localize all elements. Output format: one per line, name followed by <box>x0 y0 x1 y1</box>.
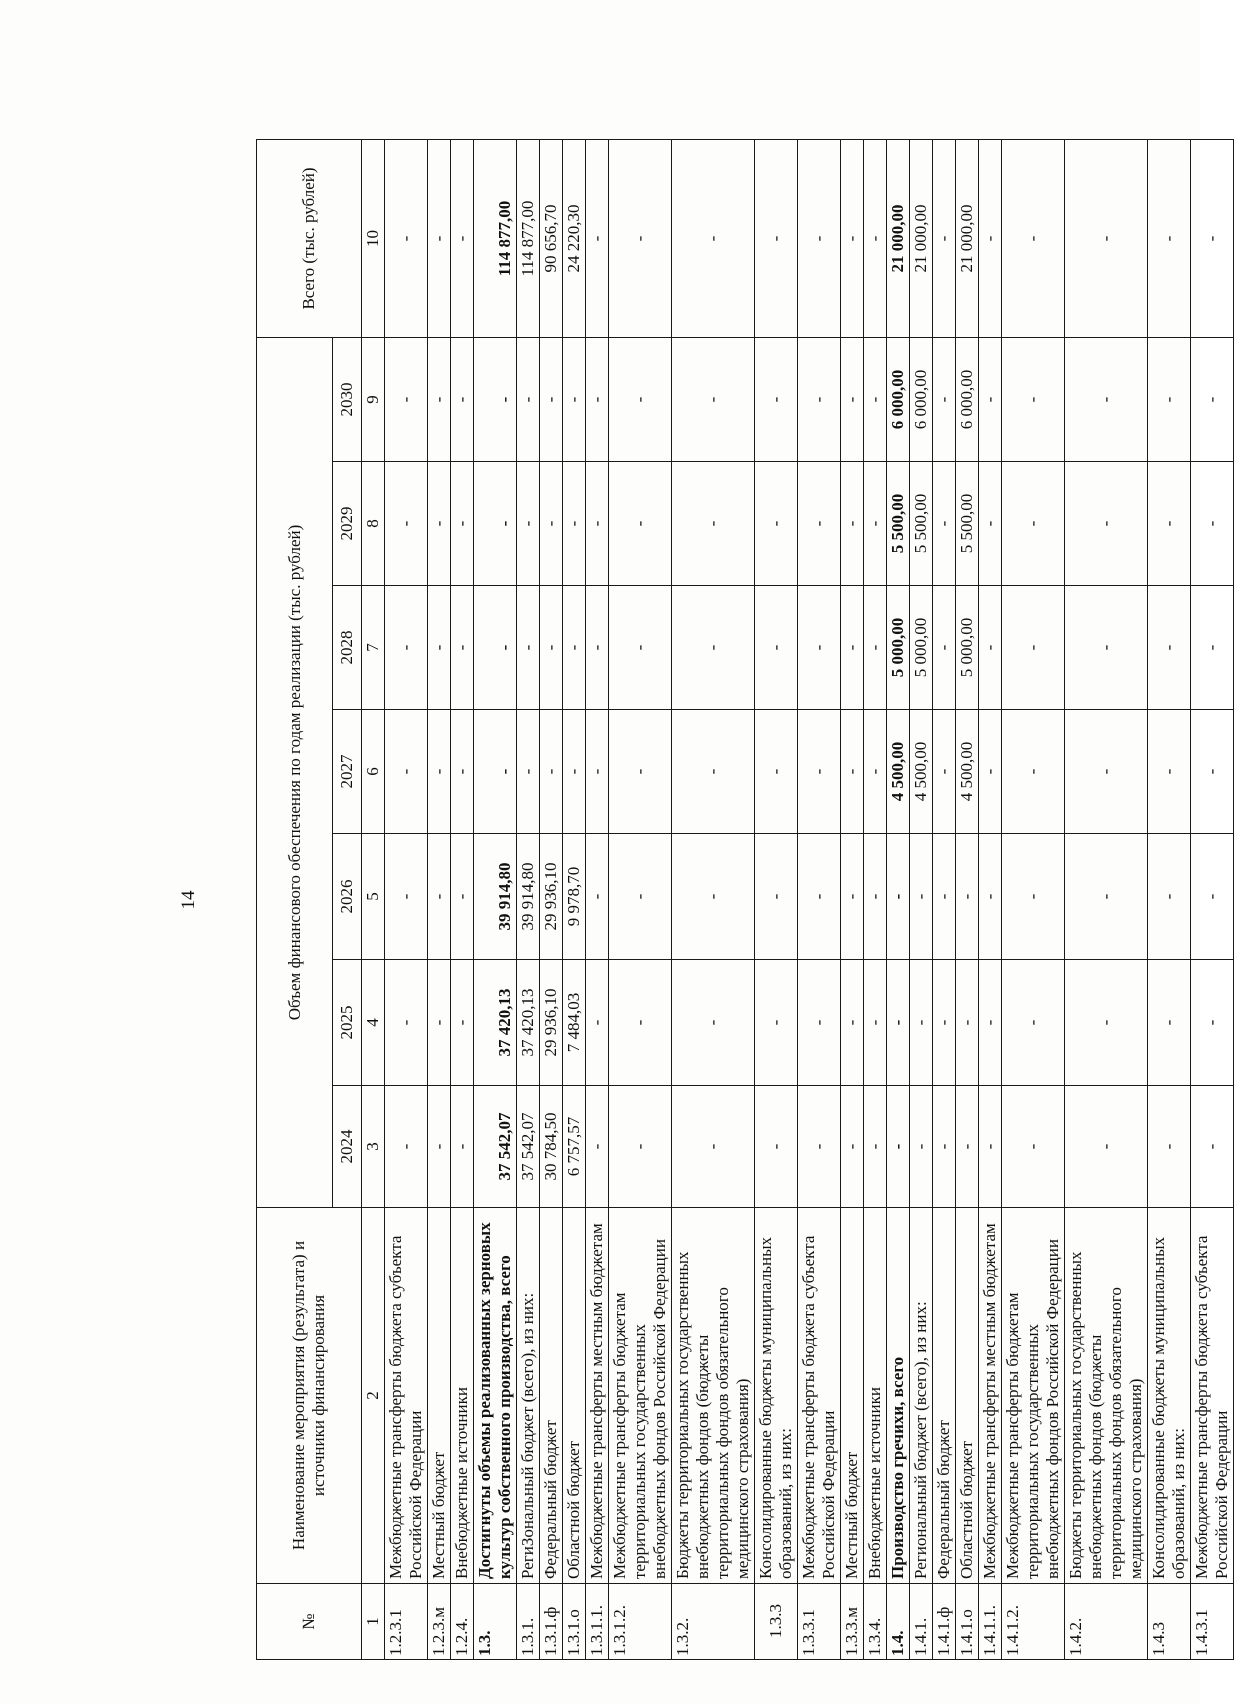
row-year-value: 39 914,80 <box>474 834 517 960</box>
row-year-value: - <box>563 586 586 710</box>
row-year-value: 6 757,57 <box>563 1086 586 1208</box>
row-year-value: 7 484,03 <box>563 960 586 1086</box>
table-body <box>385 140 1234 1660</box>
row-year-value: 5 500,00 <box>887 462 910 586</box>
row-name: Бюджеты территориальных государственных внебюджетных фондов (бюджеты территориальных фондов обязательного медицинского страхования) <box>1065 1208 1148 1584</box>
row-year-value: - <box>1065 834 1148 960</box>
row-name: Внебюджетные источники <box>451 1208 474 1584</box>
row-year-value: - <box>979 710 1002 834</box>
row-name: Местный бюджет <box>841 1208 864 1584</box>
header-year: 2027 <box>333 710 362 834</box>
row-year-value: - <box>933 1086 956 1208</box>
row-total: - <box>586 140 609 338</box>
row-year-value: - <box>1002 710 1065 834</box>
row-total: - <box>933 140 956 338</box>
row-year-value: - <box>1148 960 1191 1086</box>
row-year-value: - <box>609 1086 672 1208</box>
row-total: 21 000,00 <box>887 140 910 338</box>
row-year-value: - <box>956 1086 979 1208</box>
row-year-value: - <box>428 462 451 586</box>
header-number: № <box>257 1584 362 1660</box>
row-year-value: - <box>1191 338 1234 462</box>
row-year-value: - <box>563 338 586 462</box>
table-row <box>609 140 672 1660</box>
row-year-value: - <box>755 834 798 960</box>
column-index: 5 <box>362 834 385 960</box>
table-row <box>864 140 887 1660</box>
column-index-row <box>362 140 385 1660</box>
row-year-value: - <box>609 710 672 834</box>
row-code: 1.3. <box>474 1584 517 1660</box>
row-year-value: - <box>1065 960 1148 1086</box>
row-year-value: - <box>887 834 910 960</box>
column-index: 9 <box>362 338 385 462</box>
header-year: 2025 <box>333 960 362 1086</box>
row-name: Производство гречихи, всего <box>887 1208 910 1584</box>
row-year-value: - <box>933 960 956 1086</box>
financing-table <box>256 139 1234 1660</box>
row-year-value: 9 978,70 <box>563 834 586 960</box>
row-year-value: - <box>1065 710 1148 834</box>
row-code: 1.3.1.ф <box>540 1584 563 1660</box>
table-row <box>517 140 540 1660</box>
row-code: 1.4.1.2. <box>1002 1584 1065 1660</box>
table-row <box>933 140 956 1660</box>
row-year-value: - <box>1191 586 1234 710</box>
row-total: - <box>1148 140 1191 338</box>
table-row <box>979 140 1002 1660</box>
row-year-value: - <box>979 586 1002 710</box>
row-year-value: - <box>1065 586 1148 710</box>
row-year-value: - <box>864 834 887 960</box>
row-year-value: - <box>563 710 586 834</box>
row-total: - <box>1191 140 1234 338</box>
row-name: Консолидированные бюджеты муниципальных образований, из них: <box>1148 1208 1191 1584</box>
row-year-value: - <box>540 462 563 586</box>
row-name: Бюджеты территориальных государственных внебюджетных фондов (бюджеты территориальных фондов обязательного медицинского страхования) <box>672 1208 755 1584</box>
row-year-value: - <box>933 834 956 960</box>
row-year-value: - <box>1148 1086 1191 1208</box>
row-name: Достигнуты объемы реализованных зерновых культур собственного производства, всего <box>474 1208 517 1584</box>
row-year-value: - <box>609 586 672 710</box>
row-year-value: - <box>517 462 540 586</box>
row-year-value: - <box>798 710 841 834</box>
row-year-value: 4 500,00 <box>910 710 933 834</box>
row-total: - <box>755 140 798 338</box>
row-year-value: - <box>755 462 798 586</box>
row-year-value: - <box>979 338 1002 462</box>
column-index: 2 <box>362 1208 385 1584</box>
row-year-value: - <box>798 586 841 710</box>
row-total: 90 656,70 <box>540 140 563 338</box>
row-year-value: - <box>1148 710 1191 834</box>
row-name: Консолидированные бюджеты муниципальных образований, из них: <box>755 1208 798 1584</box>
row-year-value: 37 542,07 <box>517 1086 540 1208</box>
row-year-value: - <box>428 710 451 834</box>
row-code: 1.4.3 <box>1148 1584 1191 1660</box>
table-row <box>451 140 474 1660</box>
row-year-value: - <box>755 338 798 462</box>
row-year-value: - <box>672 586 755 710</box>
table-row <box>841 140 864 1660</box>
header-year: 2028 <box>333 586 362 710</box>
row-year-value: - <box>1002 960 1065 1086</box>
row-year-value: - <box>428 834 451 960</box>
row-year-value: - <box>933 338 956 462</box>
row-total: 24 220,30 <box>563 140 586 338</box>
row-year-value: - <box>841 834 864 960</box>
row-year-value: - <box>609 960 672 1086</box>
row-year-value: 4 500,00 <box>887 710 910 834</box>
row-year-value: - <box>798 338 841 462</box>
column-index: 8 <box>362 462 385 586</box>
row-year-value: - <box>979 960 1002 1086</box>
row-year-value: - <box>910 960 933 1086</box>
row-name: Межбюджетные трансферты бюджетам территориальных государственных внебюджетных фондов Российской Федерации <box>609 1208 672 1584</box>
row-year-value: - <box>1065 1086 1148 1208</box>
table-row <box>385 140 428 1660</box>
row-year-value: 29 936,10 <box>540 834 563 960</box>
row-year-value: - <box>451 586 474 710</box>
row-year-value: - <box>910 1086 933 1208</box>
table-row <box>540 140 563 1660</box>
table-row <box>887 140 910 1660</box>
row-year-value: - <box>586 462 609 586</box>
row-year-value: - <box>841 960 864 1086</box>
row-year-value: - <box>385 960 428 1086</box>
row-total: - <box>672 140 755 338</box>
row-year-value: 37 542,07 <box>474 1086 517 1208</box>
row-year-value: - <box>1191 710 1234 834</box>
row-year-value: - <box>864 586 887 710</box>
row-year-value: - <box>798 960 841 1086</box>
row-year-value: - <box>586 338 609 462</box>
row-code: 1.4.2. <box>1065 1584 1148 1660</box>
row-year-value: - <box>1002 1086 1065 1208</box>
row-name: Межбюджетные трансферты местным бюджетам <box>586 1208 609 1584</box>
header-years-group: Объем финансового обеспечения по годам реализации (тыс. рублей) <box>257 338 333 1208</box>
row-year-value: - <box>385 710 428 834</box>
row-year-value: 39 914,80 <box>517 834 540 960</box>
row-year-value: - <box>474 586 517 710</box>
row-year-value: - <box>517 710 540 834</box>
row-code: 1.3.2. <box>672 1584 755 1660</box>
row-year-value: - <box>540 586 563 710</box>
table-row <box>755 140 798 1660</box>
row-year-value: - <box>864 338 887 462</box>
row-year-value: - <box>887 1086 910 1208</box>
row-code: 1.2.4. <box>451 1584 474 1660</box>
row-year-value: - <box>609 338 672 462</box>
row-total: - <box>451 140 474 338</box>
row-year-value: 37 420,13 <box>474 960 517 1086</box>
row-year-value: - <box>1148 586 1191 710</box>
header-year: 2030 <box>333 338 362 462</box>
row-name: Областной бюджет <box>563 1208 586 1584</box>
table-row <box>672 140 755 1660</box>
row-year-value: 5 000,00 <box>887 586 910 710</box>
row-year-value: 5 000,00 <box>956 586 979 710</box>
row-year-value: - <box>540 710 563 834</box>
table-row <box>1148 140 1191 1660</box>
row-name: Региональный бюджет (всего), из них: <box>910 1208 933 1584</box>
row-year-value: - <box>540 338 563 462</box>
row-year-value: - <box>672 462 755 586</box>
row-year-value: - <box>474 462 517 586</box>
row-year-value: - <box>1002 834 1065 960</box>
row-year-value: - <box>428 1086 451 1208</box>
row-year-value: - <box>586 834 609 960</box>
row-total: - <box>385 140 428 338</box>
row-year-value: - <box>979 834 1002 960</box>
row-year-value: 5 500,00 <box>910 462 933 586</box>
row-total: - <box>979 140 1002 338</box>
row-year-value: - <box>841 338 864 462</box>
row-total: 21 000,00 <box>910 140 933 338</box>
row-year-value: - <box>1191 1086 1234 1208</box>
row-year-value: 30 784,50 <box>540 1086 563 1208</box>
row-year-value: - <box>864 1086 887 1208</box>
table-row <box>910 140 933 1660</box>
row-year-value: - <box>451 338 474 462</box>
row-code: 1.3.3.1 <box>798 1584 841 1660</box>
header-name: Наименование мероприятия (результата) и источники финансирования <box>257 1208 362 1584</box>
row-year-value: - <box>1148 338 1191 462</box>
row-year-value: - <box>1002 338 1065 462</box>
row-code: 1.2.3.м <box>428 1584 451 1660</box>
row-name: Межбюджетные трансферты местным бюджетам <box>979 1208 1002 1584</box>
row-year-value: - <box>755 1086 798 1208</box>
row-year-value: - <box>887 960 910 1086</box>
row-year-value: - <box>979 1086 1002 1208</box>
table-row <box>1065 140 1148 1660</box>
row-code: 1.4.1. <box>910 1584 933 1660</box>
table-row <box>586 140 609 1660</box>
row-year-value: - <box>385 462 428 586</box>
row-year-value: - <box>755 960 798 1086</box>
row-total: - <box>428 140 451 338</box>
table-header <box>257 140 385 1660</box>
row-year-value: - <box>428 960 451 1086</box>
table-row <box>1191 140 1234 1660</box>
row-code: 1.4.3.1 <box>1191 1584 1234 1660</box>
table-row <box>563 140 586 1660</box>
row-year-value: - <box>672 834 755 960</box>
row-code: 1.3.1. <box>517 1584 540 1660</box>
row-year-value: - <box>864 710 887 834</box>
table-row <box>474 140 517 1660</box>
row-year-value: - <box>563 462 586 586</box>
row-year-value: - <box>933 586 956 710</box>
row-year-value: - <box>672 1086 755 1208</box>
row-code: 1.3.1.о <box>563 1584 586 1660</box>
table-row <box>428 140 451 1660</box>
row-year-value: - <box>474 710 517 834</box>
row-year-value: - <box>1002 462 1065 586</box>
row-year-value: - <box>586 1086 609 1208</box>
row-year-value: - <box>586 586 609 710</box>
row-code: 1.3.1.1. <box>586 1584 609 1660</box>
row-total: 21 000,00 <box>956 140 979 338</box>
row-year-value: - <box>517 338 540 462</box>
row-code: 1.3.3.м <box>841 1584 864 1660</box>
column-index: 6 <box>362 710 385 834</box>
row-total: - <box>1002 140 1065 338</box>
row-year-value: - <box>956 834 979 960</box>
row-year-value: 6 000,00 <box>887 338 910 462</box>
row-year-value: - <box>755 710 798 834</box>
row-total: - <box>1065 140 1148 338</box>
row-total: - <box>841 140 864 338</box>
row-code: 1.3.3 <box>755 1584 798 1660</box>
row-name: Местный бюджет <box>428 1208 451 1584</box>
column-index: 7 <box>362 586 385 710</box>
row-year-value: - <box>451 710 474 834</box>
row-total: - <box>864 140 887 338</box>
column-index: 4 <box>362 960 385 1086</box>
row-year-value: - <box>451 834 474 960</box>
row-code: 1.2.3.1 <box>385 1584 428 1660</box>
row-year-value: - <box>672 960 755 1086</box>
row-year-value: - <box>672 710 755 834</box>
row-name: РегиЗональный бюджет (всего), из них: <box>517 1208 540 1584</box>
row-code: 1.3.4. <box>864 1584 887 1660</box>
row-year-value: - <box>933 462 956 586</box>
row-code: 1.3.1.2. <box>609 1584 672 1660</box>
table-row <box>956 140 979 1660</box>
row-year-value: - <box>451 1086 474 1208</box>
row-year-value: - <box>841 710 864 834</box>
rotated-document <box>178 140 1231 1660</box>
row-year-value: - <box>864 960 887 1086</box>
row-year-value: - <box>474 338 517 462</box>
row-year-value: - <box>428 338 451 462</box>
row-year-value: - <box>864 462 887 586</box>
row-year-value: - <box>910 834 933 960</box>
row-year-value: - <box>755 586 798 710</box>
row-year-value: - <box>609 462 672 586</box>
row-total: 114 877,00 <box>474 140 517 338</box>
row-year-value: - <box>798 834 841 960</box>
row-total: 114 877,00 <box>517 140 540 338</box>
row-year-value: - <box>1191 462 1234 586</box>
row-year-value: - <box>586 960 609 1086</box>
row-year-value: - <box>451 462 474 586</box>
row-year-value: 29 936,10 <box>540 960 563 1086</box>
row-code: 1.4.1.ф <box>933 1584 956 1660</box>
row-year-value: - <box>1002 586 1065 710</box>
row-year-value: - <box>1148 462 1191 586</box>
row-year-value: 4 500,00 <box>956 710 979 834</box>
row-year-value: - <box>385 338 428 462</box>
row-name: Межбюджетные трансферты бюджета субъекта Российской Федерации <box>385 1208 428 1584</box>
row-year-value: - <box>586 710 609 834</box>
column-index: 10 <box>362 140 385 338</box>
row-year-value: - <box>1148 834 1191 960</box>
row-name: Межбюджетные трансферты бюджетам территориальных государственных внебюджетных фондов Российской Федерации <box>1002 1208 1065 1584</box>
row-code: 1.4.1.о <box>956 1584 979 1660</box>
row-year-value: - <box>385 1086 428 1208</box>
table-row <box>1002 140 1065 1660</box>
row-year-value: 6 000,00 <box>956 338 979 462</box>
row-year-value: 5 500,00 <box>956 462 979 586</box>
row-name: Внебюджетные источники <box>864 1208 887 1584</box>
row-total: - <box>609 140 672 338</box>
row-year-value: 5 000,00 <box>910 586 933 710</box>
row-name: Федеральный бюджет <box>540 1208 563 1584</box>
row-year-value: 6 000,00 <box>910 338 933 462</box>
row-year-value: - <box>1065 462 1148 586</box>
row-year-value: - <box>517 586 540 710</box>
page-number: 14 <box>178 890 199 910</box>
row-year-value: - <box>385 834 428 960</box>
row-year-value: - <box>1191 960 1234 1086</box>
row-year-value: - <box>933 710 956 834</box>
column-index: 1 <box>362 1584 385 1660</box>
row-year-value: - <box>428 586 451 710</box>
row-year-value: - <box>798 1086 841 1208</box>
row-code: 1.4. <box>887 1584 910 1660</box>
row-year-value: - <box>1065 338 1148 462</box>
row-name: Федеральный бюджет <box>933 1208 956 1584</box>
row-year-value: - <box>956 960 979 1086</box>
row-year-value: - <box>451 960 474 1086</box>
header-year: 2026 <box>333 834 362 960</box>
row-code: 1.4.1.1. <box>979 1584 1002 1660</box>
row-year-value: - <box>841 462 864 586</box>
row-year-value: - <box>385 586 428 710</box>
header-total: Всего (тыс. рублей) <box>257 140 362 338</box>
row-total: - <box>798 140 841 338</box>
header-year: 2029 <box>333 462 362 586</box>
row-name: Межбюджетные трансферты бюджета субъекта Российской Федерации <box>798 1208 841 1584</box>
row-year-value: - <box>841 586 864 710</box>
column-index: 3 <box>362 1086 385 1208</box>
row-year-value: - <box>841 1086 864 1208</box>
row-year-value: - <box>672 338 755 462</box>
row-year-value: - <box>979 462 1002 586</box>
row-year-value: - <box>798 462 841 586</box>
row-name: Областной бюджет <box>956 1208 979 1584</box>
row-year-value: 37 420,13 <box>517 960 540 1086</box>
row-year-value: - <box>1191 834 1234 960</box>
table-row <box>798 140 841 1660</box>
row-year-value: - <box>609 834 672 960</box>
row-name: Межбюджетные трансферты бюджета субъекта Российской Федерации <box>1191 1208 1234 1584</box>
header-year: 2024 <box>333 1086 362 1208</box>
